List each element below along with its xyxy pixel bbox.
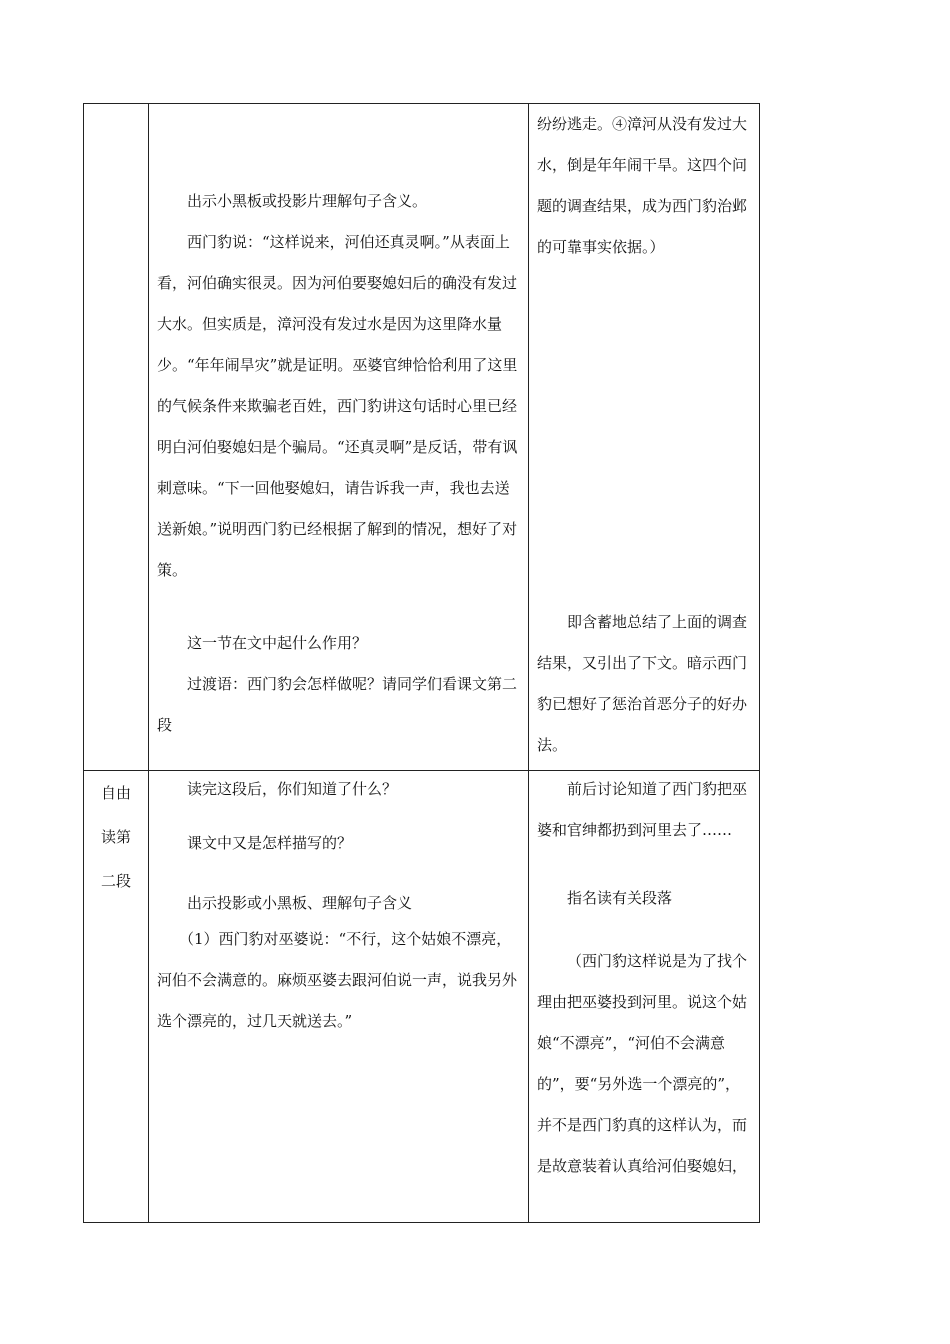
paragraph: 西门豹说：“这样说来，河伯还真灵啊。”从表面上看，河伯确实很灵。因为河伯要娶媳妇后的确没有发过大水。但实质是，漳河没有发过水是因为这里降水量少。“年年闹旱灾”就是证明。巫婆官绅恰恰利用了这里的气候条件来欺骗老百姓，西门豹讲这句话时心里已经明白河伯娶媳妇是个骗局。“还真灵啊”是反话，带有讽刺意味。“下一回他娶媳妇，请告诉我一声，我也去送送新娘。”说明西门豹已经根据了解到的情况，想好了对策。	[157, 233, 518, 579]
lesson-plan-table	[83, 103, 760, 1223]
teacher-activity-cell	[149, 771, 529, 1223]
paragraph: 读完这段后，你们知道了什么？	[187, 780, 398, 798]
paragraph: 出示小黑板或投影片理解句子含义。	[187, 192, 428, 210]
table-row	[84, 771, 760, 1223]
paragraph: 即含蓄地总结了上面的调查结果，又引出了下文。暗示西门豹已想好了惩治首恶分子的好办法。	[537, 613, 748, 754]
activity-label-line: 二段	[100, 872, 131, 890]
paragraph: 这一节在文中起什么作用？	[187, 634, 368, 652]
paragraph: （1）西门豹对巫婆说：“不行，这个姑娘不漂亮，河伯不会满意的。麻烦巫婆去跟河伯说一声，说我另外选个漂亮的，过几天就送去。”	[157, 930, 518, 1030]
activity-cell	[84, 771, 149, 1223]
paragraph: （西门豹这样说是为了找个理由把巫婆投到河里。说这个姑娘“不漂亮”，“河伯不会满意的”，要“另外选一个漂亮的”，并不是西门豹真的这样认为，而是故意装着认真给河伯娶媳妇，	[537, 952, 748, 1175]
student-activity-cell	[529, 104, 760, 771]
activity-cell	[84, 104, 149, 771]
activity-label-line: 读第	[100, 828, 131, 846]
teacher-activity-cell	[149, 104, 529, 771]
paragraph: 出示投影或小黑板、理解句子含义	[187, 894, 413, 912]
paragraph: 过渡语：西门豹会怎样做呢？请同学们看课文第二段	[157, 675, 518, 734]
paragraph: 纷纷逃走。④漳河从没有发过大水，倒是年年闹干旱。这四个问题的调查结果，成为西门豹治邺的可靠事实依据。）	[537, 115, 748, 256]
activity-label-line: 自由	[100, 784, 131, 802]
paragraph: 指名读有关段落	[567, 889, 673, 907]
paragraph: 课文中又是怎样描写的？	[187, 834, 353, 852]
table-row	[84, 104, 760, 771]
student-activity-cell	[529, 771, 760, 1223]
paragraph: 前后讨论知道了西门豹把巫婆和官绅都扔到河里去了……	[537, 780, 748, 839]
